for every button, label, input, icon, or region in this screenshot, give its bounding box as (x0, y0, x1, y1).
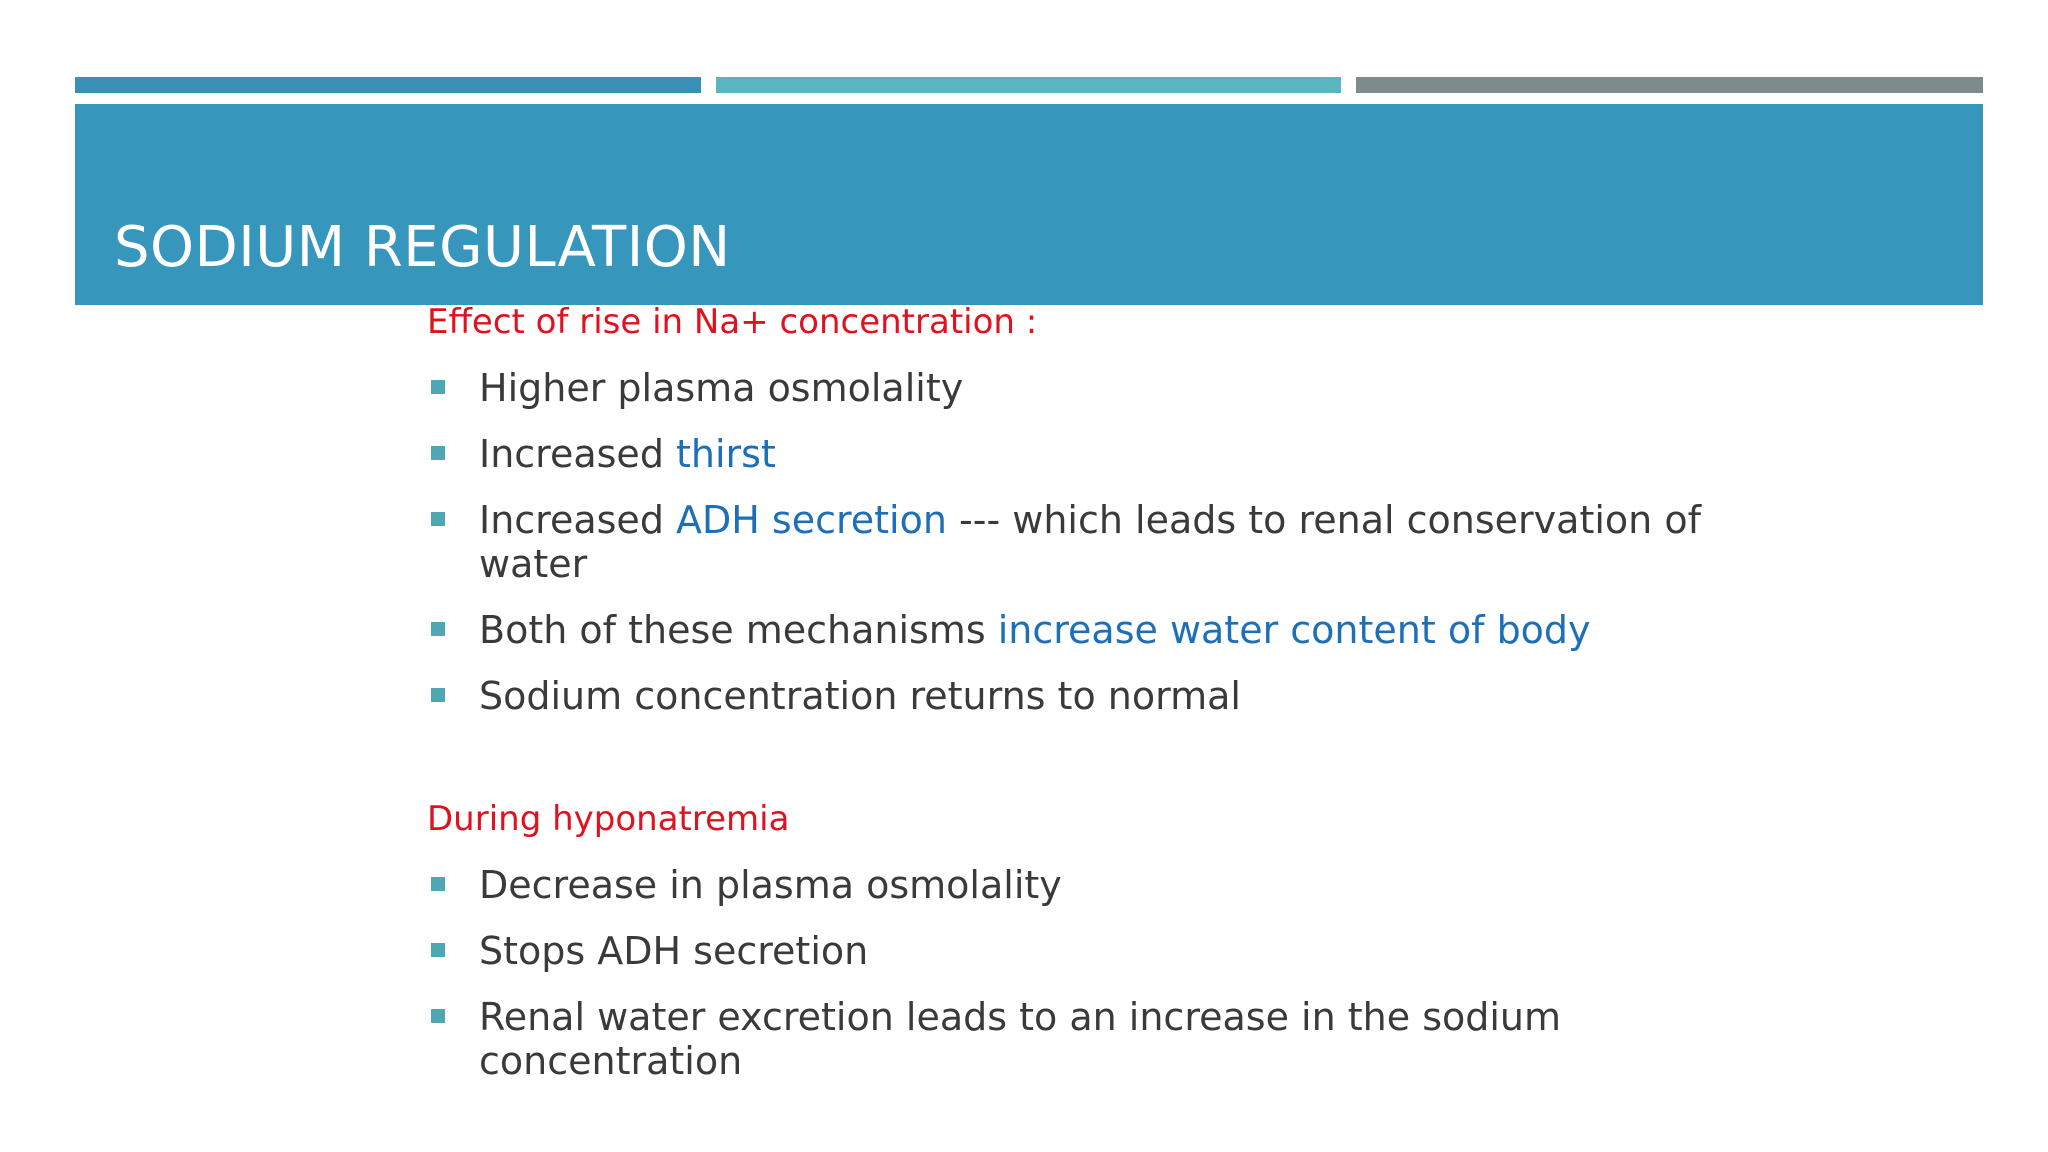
square-bullet-icon (431, 688, 445, 702)
square-bullet-icon (431, 877, 445, 891)
bullet-text: Increased (479, 498, 677, 542)
accent-bar-right (1356, 77, 1983, 93)
accent-bar-middle (716, 77, 1341, 93)
bullet-item (427, 995, 1727, 1083)
section-hyponatremia (427, 797, 1727, 1083)
bullet-text-continued: --- which leads to renal conservation of water (479, 498, 1701, 586)
bullet-text: Both of these mechanisms (479, 608, 998, 652)
section-heading: Effect of rise in Na+ concentration : (427, 302, 1038, 342)
bullet-text: Renal water excretion leads to an increase in the sodium concentration (479, 995, 1562, 1083)
square-bullet-icon (431, 446, 445, 460)
bullet-list (427, 863, 1727, 1083)
slide-title: SODIUM REGULATION (114, 215, 731, 280)
bullet-item (427, 929, 1727, 973)
square-bullet-icon (431, 512, 445, 526)
bullet-item (427, 366, 1727, 410)
bullet-text: Decrease in plasma osmolality (479, 863, 1062, 907)
section-heading: During hyponatremia (427, 799, 790, 839)
section-rise-in-sodium (427, 300, 1727, 718)
bullet-highlight: thirst (676, 432, 776, 476)
accent-bar-left (75, 77, 701, 93)
square-bullet-icon (431, 1009, 445, 1023)
bullet-item (427, 863, 1727, 907)
bullet-text: Stops ADH secretion (479, 929, 869, 973)
square-bullet-icon (431, 943, 445, 957)
slide-content (427, 300, 1727, 1083)
bullet-item (427, 498, 1727, 586)
bullet-list (427, 366, 1727, 718)
square-bullet-icon (431, 380, 445, 394)
bullet-highlight: ADH secretion (676, 498, 947, 542)
bullet-text: Sodium concentration returns to normal (479, 674, 1241, 718)
bullet-text: Increased (479, 432, 677, 476)
bullet-item (427, 674, 1727, 718)
bullet-item (427, 432, 1727, 476)
bullet-highlight: increase water content of body (997, 608, 1591, 652)
bullet-item (427, 608, 1727, 652)
square-bullet-icon (431, 622, 445, 636)
bullet-text: Higher plasma osmolality (479, 366, 964, 410)
